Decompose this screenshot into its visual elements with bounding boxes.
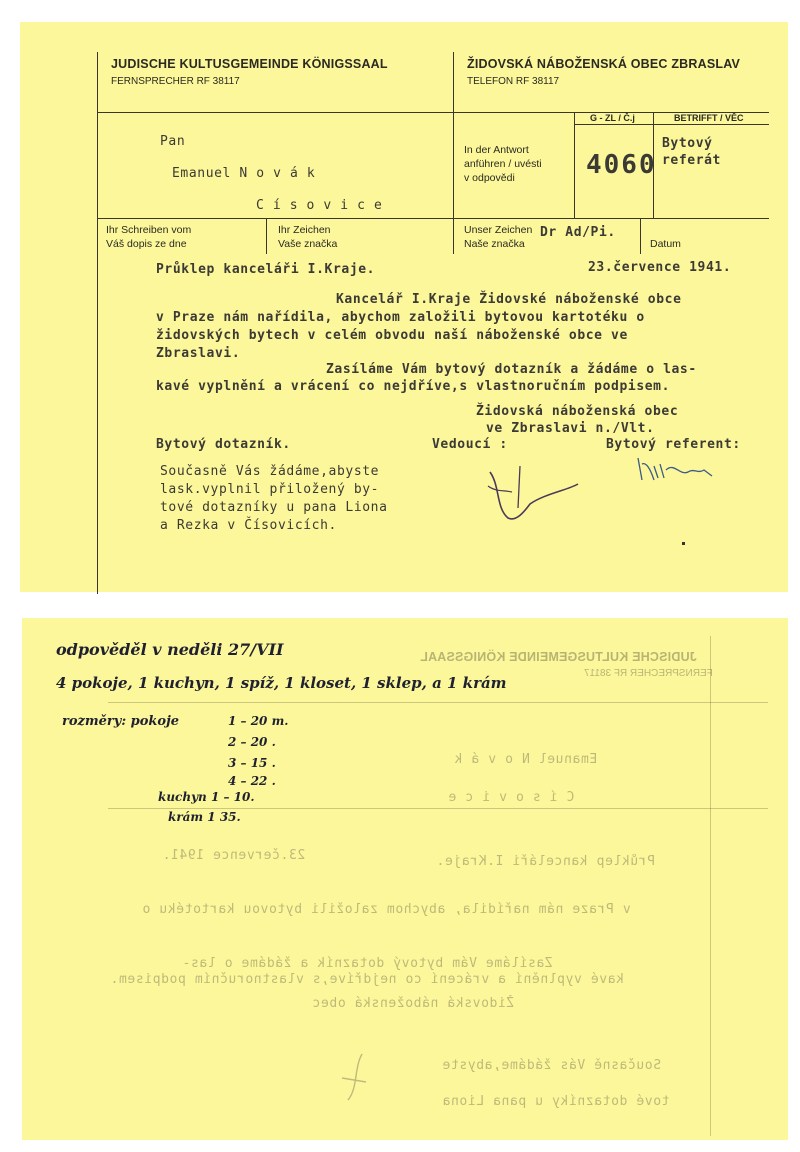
your-letter-label-cz: Váš dopis ze dne — [106, 238, 187, 250]
para2-line2: kavé vyplnění a vrácení co nejdříve,s vlastnoručním podpisem. — [156, 379, 671, 394]
mirrored-copy-note: Průklep kanceláři I.Kraje. — [436, 854, 656, 869]
handwritten-measures-label: rozměry: pokoje — [62, 714, 180, 729]
header-rule — [97, 112, 769, 113]
para1-line4: Zbraslavi. — [156, 346, 241, 361]
your-letter-label-de: Ihr Schreiben vom — [106, 224, 192, 236]
mirrored-header-rule — [108, 702, 768, 703]
handwritten-shop-measure: krám 1 35. — [168, 810, 241, 824]
recipient-name: Emanuel N o v á k — [172, 166, 316, 181]
our-ref-label-de: Unser Zeichen — [464, 224, 533, 236]
mirrored-recipient-name: Emanuel N o v á k — [454, 752, 598, 767]
mirrored-recipient-place: C í s o v i c e — [448, 790, 575, 805]
reply-label-de: In der Antwort — [464, 144, 529, 156]
handwritten-kitchen-measure: kuchyn 1 – 10. — [158, 790, 255, 804]
referent-signature-label: Bytový referent: — [606, 437, 741, 452]
recipient-salutation: Pan — [160, 134, 186, 149]
mirrored-form-text: Současně Vás žádáme,abyste — [442, 1058, 662, 1073]
handwritten-measure-2: 2 – 20 . — [228, 735, 276, 749]
referent-signature — [632, 450, 722, 490]
mirrored-date: 23.července 1941. — [162, 848, 306, 863]
mirrored-para2-line2: kavé vyplnění a vrácení co nejdříve,s vlastnoručním podpisem. — [110, 972, 625, 987]
head-signature — [460, 446, 610, 536]
mirrored-reference-rule — [108, 808, 768, 809]
handwritten-measure-1: 1 – 20 m. — [228, 714, 289, 728]
mirrored-para2-line: Zasíláme Vám bytový dotazník a žádáme o las- — [182, 956, 553, 971]
handwritten-rooms-list: 4 pokoje, 1 kuchyn, 1 spíž, 1 kloset, 1 sklep, a 1 krám — [56, 674, 507, 692]
mirrored-margin-line — [710, 636, 711, 1136]
reference-number: 4060 — [586, 150, 657, 180]
mirrored-org-name: JUDISCHE KULTUSGEMEINDE KÖNIGSSAAL — [420, 650, 697, 664]
our-ref-value: Dr Ad/Pi. — [540, 225, 616, 240]
number-col-header: G - ZL / Č.j — [590, 113, 635, 123]
handwritten-measure-4: 4 – 22 . — [228, 774, 276, 788]
your-ref-label-de: Ihr Zeichen — [278, 224, 331, 236]
para1-line3: židovských bytech v celém obvodu naší náboženské obce ve — [156, 328, 628, 343]
our-ref-label-cz: Naše značka — [464, 238, 525, 250]
ref-divider-3 — [640, 218, 641, 254]
ref-divider-2 — [453, 218, 454, 254]
mirrored-para-line: v Praze nám nařídila, abychom založili bytovou kartotéku o — [142, 902, 631, 917]
reply-label-cz: v odpovědi — [464, 172, 515, 184]
form-text-line4: a Rezka v Čísovicích. — [160, 518, 337, 533]
left-margin-line — [97, 52, 98, 594]
ref-divider-1 — [266, 218, 267, 254]
subject-line-2: referát — [662, 153, 721, 168]
subject-line-1: Bytový — [662, 136, 713, 151]
form-text-line3: tové dotazníky u pana Liona — [160, 500, 388, 515]
date-label: Datum — [650, 238, 681, 250]
your-ref-label-cz: Vaše značka — [278, 238, 338, 250]
signoff-line1: Židovská náboženská obec — [476, 404, 679, 419]
header-divider-line — [453, 52, 454, 218]
recipient-place: C í s o v i c e — [256, 198, 383, 213]
number-col-left-line — [574, 112, 575, 218]
phone-czech: TELEFON RF 38117 — [467, 76, 560, 87]
form-text-line1: Současně Vás žádáme,abyste — [160, 464, 380, 479]
subject-col-header: BETRIFFT / VĚC — [674, 113, 744, 123]
para2-line1: Zasíláme Vám bytový dotazník a žádáme o las- — [326, 362, 697, 377]
col-header-rule — [574, 124, 769, 125]
head-signature-label: Vedoucí : — [432, 437, 508, 452]
letter-sheet-back — [22, 618, 788, 1140]
phone-german: FERNSPRECHER RF 38117 — [111, 76, 240, 87]
reference-row-rule — [97, 218, 769, 219]
form-title: Bytový dotazník. — [156, 437, 291, 452]
handwritten-measure-3: 3 – 15 . — [228, 756, 276, 770]
ink-dot — [682, 542, 685, 545]
form-text-line2: lask.vyplnil přiložený by- — [160, 482, 380, 497]
org-name-czech: ŽIDOVSKÁ NÁBOŽENSKÁ OBEC ZBRASLAV — [467, 57, 741, 71]
para1-line2: v Praze nám nařídila, abychom založili bytovou kartotéku o — [156, 310, 645, 325]
signoff-line2: ve Zbraslavi n./Vlt. — [486, 421, 655, 436]
org-name-german: JUDISCHE KULTUSGEMEINDE KÖNIGSSAAL — [111, 57, 388, 71]
mirrored-form-text-3: tové dotazníky u pana Liona — [442, 1094, 670, 1109]
mirrored-phone: FERNSPRECHER RF 38117 — [584, 668, 713, 679]
reply-label-mixed: anführen / uvésti — [464, 158, 542, 170]
mirrored-signoff: Židovská náboženská obec — [312, 996, 515, 1011]
mirrored-signature — [322, 1048, 382, 1108]
letter-sheet-front — [20, 22, 788, 592]
para1-line1: Kancelář I.Kraje Židovské náboženské obce — [336, 292, 682, 307]
copy-note: Průklep kanceláři I.Kraje. — [156, 262, 376, 277]
handwritten-reply-note: odpověděl v neděli 27/VII — [56, 640, 284, 659]
letter-date: 23.července 1941. — [588, 260, 732, 275]
